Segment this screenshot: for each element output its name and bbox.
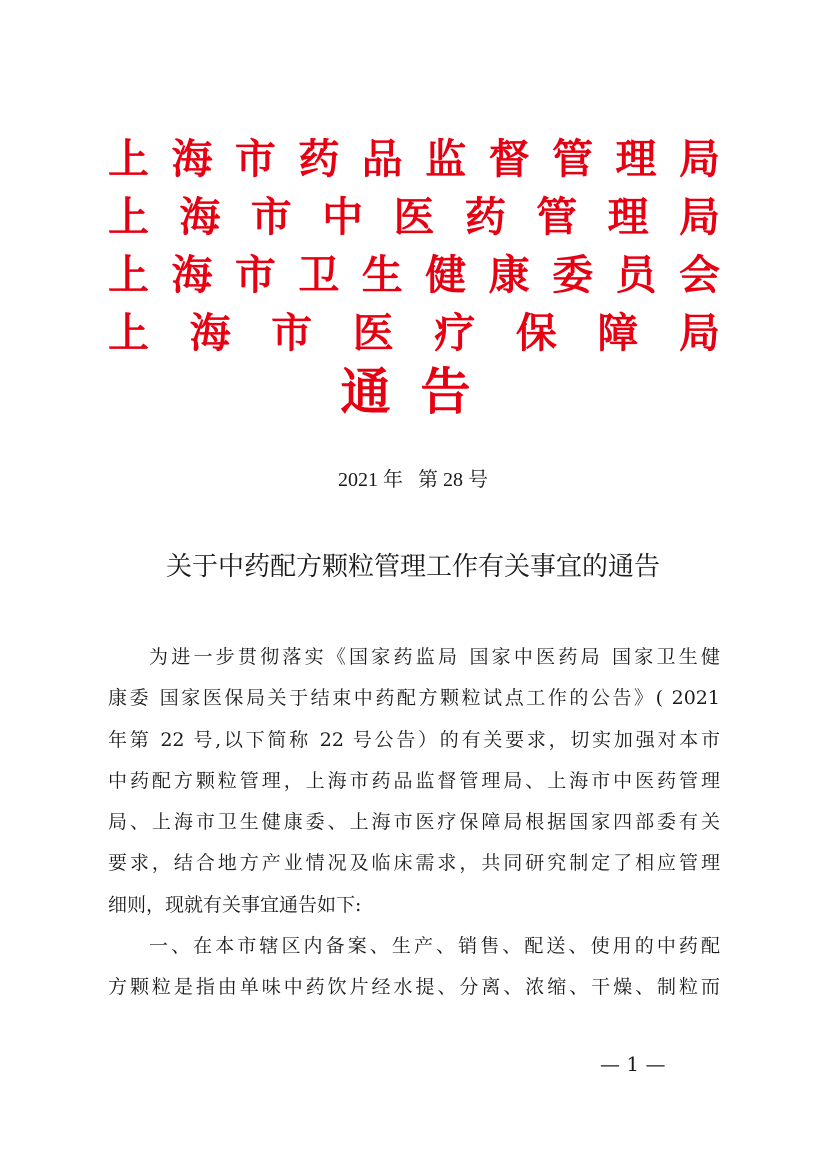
issuer-char: 中 [322, 193, 364, 241]
paragraph-line: 为进一步贯彻落实《国家药监局 国家中医药局 国家卫生健 [149, 646, 720, 668]
document-number: 2021 年 第 28 号 [338, 469, 488, 491]
issuer-char: 市 [234, 135, 276, 183]
issuer-char: 海 [171, 135, 213, 183]
issuer-line-drug-administration [108, 130, 720, 188]
paragraph-line: 细则，现就有关事宜通告如下: [108, 893, 362, 916]
issuer-line-tcm-administration [108, 188, 720, 246]
issuer-char: 上 [108, 193, 149, 241]
issuer-char: 管 [536, 193, 578, 241]
issuer-line-medical-security [108, 304, 720, 362]
issuer-char: 上 [108, 309, 149, 357]
issuer-char: 保 [515, 309, 557, 357]
issuer-line-health-commission [108, 246, 720, 304]
paragraph-line: 康委 国家医保局关于结束中药配方颗粒试点工作的公告》( 2021 [108, 687, 720, 710]
paragraph-line: 方颗粒是指由单味中药饮片经水提、分离、浓缩、干燥、制粒而 [108, 976, 720, 999]
paragraph-line: 中药配方颗粒管理，上海市药品监督管理局、上海市中医药管理 [108, 769, 720, 792]
issuer-char: 局 [678, 135, 720, 183]
issuer-char: 督 [488, 135, 530, 183]
issuer-char: 上 [108, 135, 149, 183]
issuer-char: 会 [678, 251, 720, 299]
subject-title: 关于中药配方颗粒管理工作有关事宜的通告 [165, 552, 660, 582]
issuer-char: 市 [250, 193, 292, 241]
issuer-char: 生 [361, 251, 403, 299]
issuer-char: 健 [425, 251, 467, 299]
issuer-char: 海 [171, 251, 213, 299]
paragraph-line: 一、在本市辖区内备案、生产、销售、配送、使用的中药配 [149, 935, 720, 958]
issuer-char: 理 [607, 193, 649, 241]
issuing-authorities [108, 130, 720, 362]
issuer-char: 理 [615, 135, 657, 183]
issuer-char: 监 [425, 135, 467, 183]
paragraph-line: 要求，结合地方产业情况及临床需求，共同研究制定了相应管理 [108, 852, 720, 875]
issuer-char: 药 [298, 135, 340, 183]
body-text [108, 637, 720, 1009]
paragraph-line: 局、上海市卫生健康委、上海市医疗保障局根据国家四部委有关 [108, 811, 720, 834]
paragraph-line: 年第 22 号,以下简称 22 号公告）的有关要求，切实加强对本市 [108, 728, 720, 751]
issuer-char: 海 [179, 193, 221, 241]
issuer-char: 局 [679, 193, 720, 241]
issuer-char: 医 [352, 309, 394, 357]
issuer-char: 管 [552, 135, 594, 183]
issuer-char: 康 [488, 251, 530, 299]
issuer-char: 上 [108, 251, 149, 299]
page-number: — 1 — [600, 1052, 666, 1076]
issuer-char: 市 [271, 309, 313, 357]
issuer-char: 品 [361, 135, 403, 183]
issuer-char: 卫 [298, 251, 340, 299]
issuer-char: 疗 [434, 309, 476, 357]
issuer-char: 障 [597, 309, 639, 357]
issuer-char: 海 [189, 309, 231, 357]
notice-title: 通告 [340, 362, 501, 421]
issuer-char: 委 [552, 251, 594, 299]
issuer-char: 局 [678, 309, 720, 357]
issuer-char: 医 [393, 193, 435, 241]
issuer-char: 员 [615, 251, 657, 299]
issuer-char: 药 [464, 193, 506, 241]
issuer-char: 市 [234, 251, 276, 299]
